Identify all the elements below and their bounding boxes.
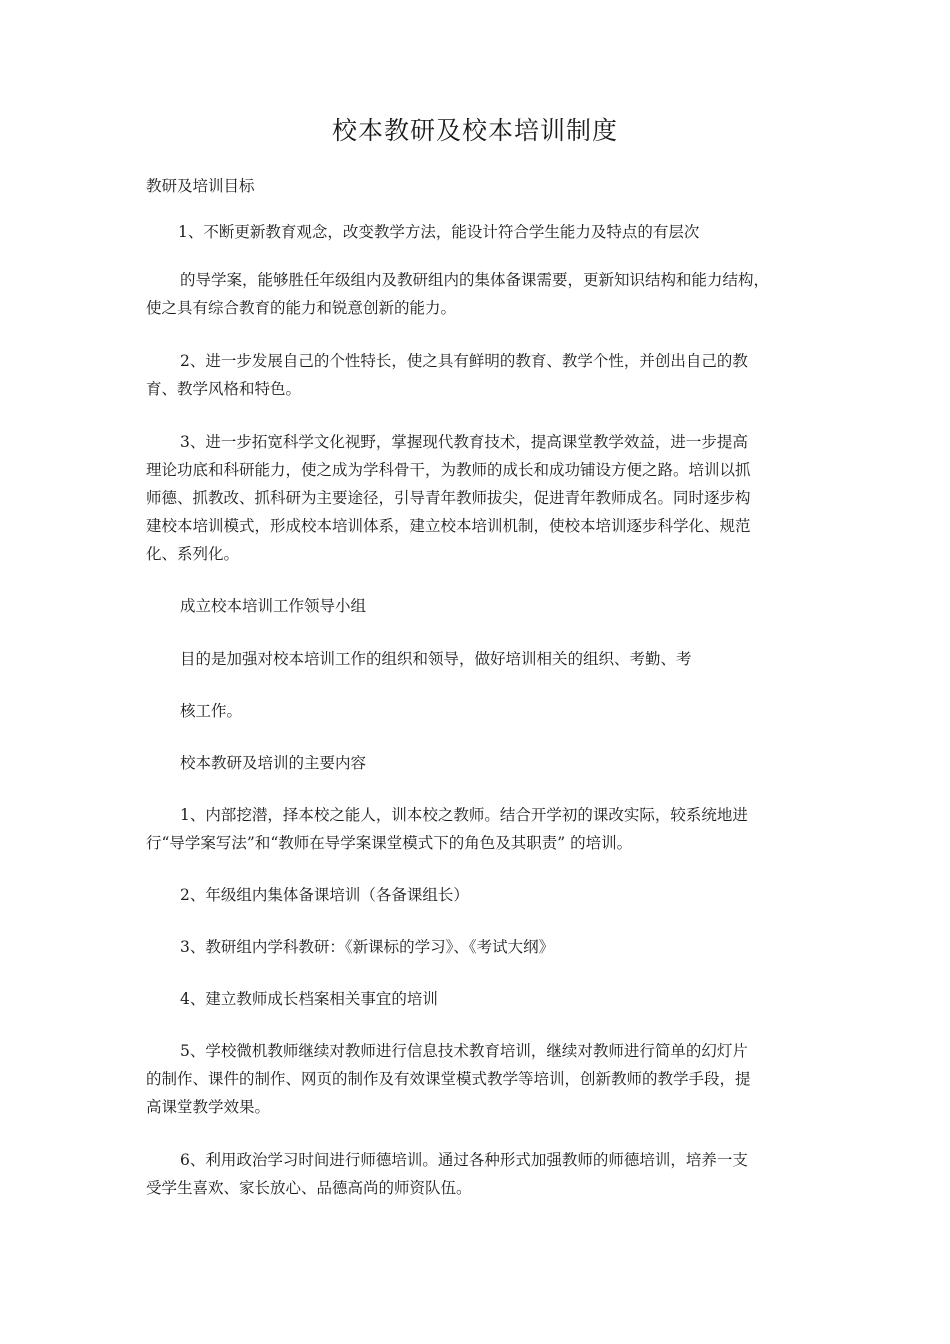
content-item-5-line-2: 的制作、课件的制作、网页的制作及有效课堂模式教学等培训，创新教师的教学手段，提 [146, 1070, 751, 1088]
section-heading-goals: 教研及培训目标 [146, 177, 255, 195]
goal-2-line-2: 育、教学风格和特色。 [146, 380, 302, 398]
goal-3-line-5: 化、系列化。 [146, 545, 240, 563]
content-item-5-line-3: 高课堂教学效果。 [146, 1098, 271, 1116]
content-item-6-line-1: 6、利用政治学习时间进行师德培训。通过各种形式加强教师的师德培训，培养一支 [180, 1151, 748, 1169]
goal-1-line-1: 1、不断更新教育观念，改变教学方法，能设计符合学生能力及特点的有层次 [178, 223, 700, 241]
content-item-1-line-1: 1、内部挖潜，择本校之能人，训本校之教师。结合开学初的课改实际，较系统地进 [180, 806, 748, 824]
content-item-1-line-2: 行“导学案写法”和“教师在导学案课堂模式下的角色及其职责” 的培训。 [146, 834, 633, 852]
section-heading-group: 成立校本培训工作领导小组 [180, 597, 367, 615]
content-item-2: 2、年级组内集体备课培训（各备课组长） [180, 886, 469, 904]
goal-2-line-1: 2、进一步发展自己的个性特长，使之具有鲜明的教育、教学个性，并创出自己的教 [180, 352, 748, 370]
section-heading-content: 校本教研及培训的主要内容 [180, 754, 367, 772]
content-item-3: 3、教研组内学科教研：《新课标的学习》、《考试大纲》 [180, 938, 555, 956]
goal-1-line-2: 的导学案，能够胜任年级组内及教研组内的集体备课需要，更新知识结构和能力结构， [180, 271, 770, 289]
goal-3-line-3: 师德、抓教改、抓科研为主要途径，引导青年教师拔尖，促进青年教师成名。同时逐步构 [146, 489, 751, 507]
content-item-5-line-1: 5、学校微机教师继续对教师进行信息技术教育培训，继续对教师进行简单的幻灯片 [180, 1042, 748, 1060]
content-item-4: 4、建立教师成长档案相关事宜的培训 [180, 990, 438, 1008]
group-line-1: 目的是加强对校本培训工作的组织和领导，做好培训相关的组织、考勤、考 [180, 650, 692, 668]
goal-3-line-1: 3、进一步拓宽科学文化视野，掌握现代教育技术，提高课堂教学效益，进一步提高 [180, 433, 748, 451]
content-item-6-line-2: 受学生喜欢、家长放心、品德高尚的师资队伍。 [146, 1179, 472, 1197]
group-line-2: 核工作。 [180, 702, 243, 720]
goal-3-line-2: 理论功底和科研能力，使之成为学科骨干，为教师的成长和成功铺设方便之路。培训以抓 [146, 461, 751, 479]
goal-3-line-4: 建校本培训模式，形成校本培训体系，建立校本培训机制，使校本培训逐步科学化、规范 [146, 517, 751, 535]
goal-1-line-3: 使之具有综合教育的能力和锐意创新的能力。 [146, 299, 457, 317]
document-title: 校本教研及校本培训制度 [331, 116, 618, 145]
